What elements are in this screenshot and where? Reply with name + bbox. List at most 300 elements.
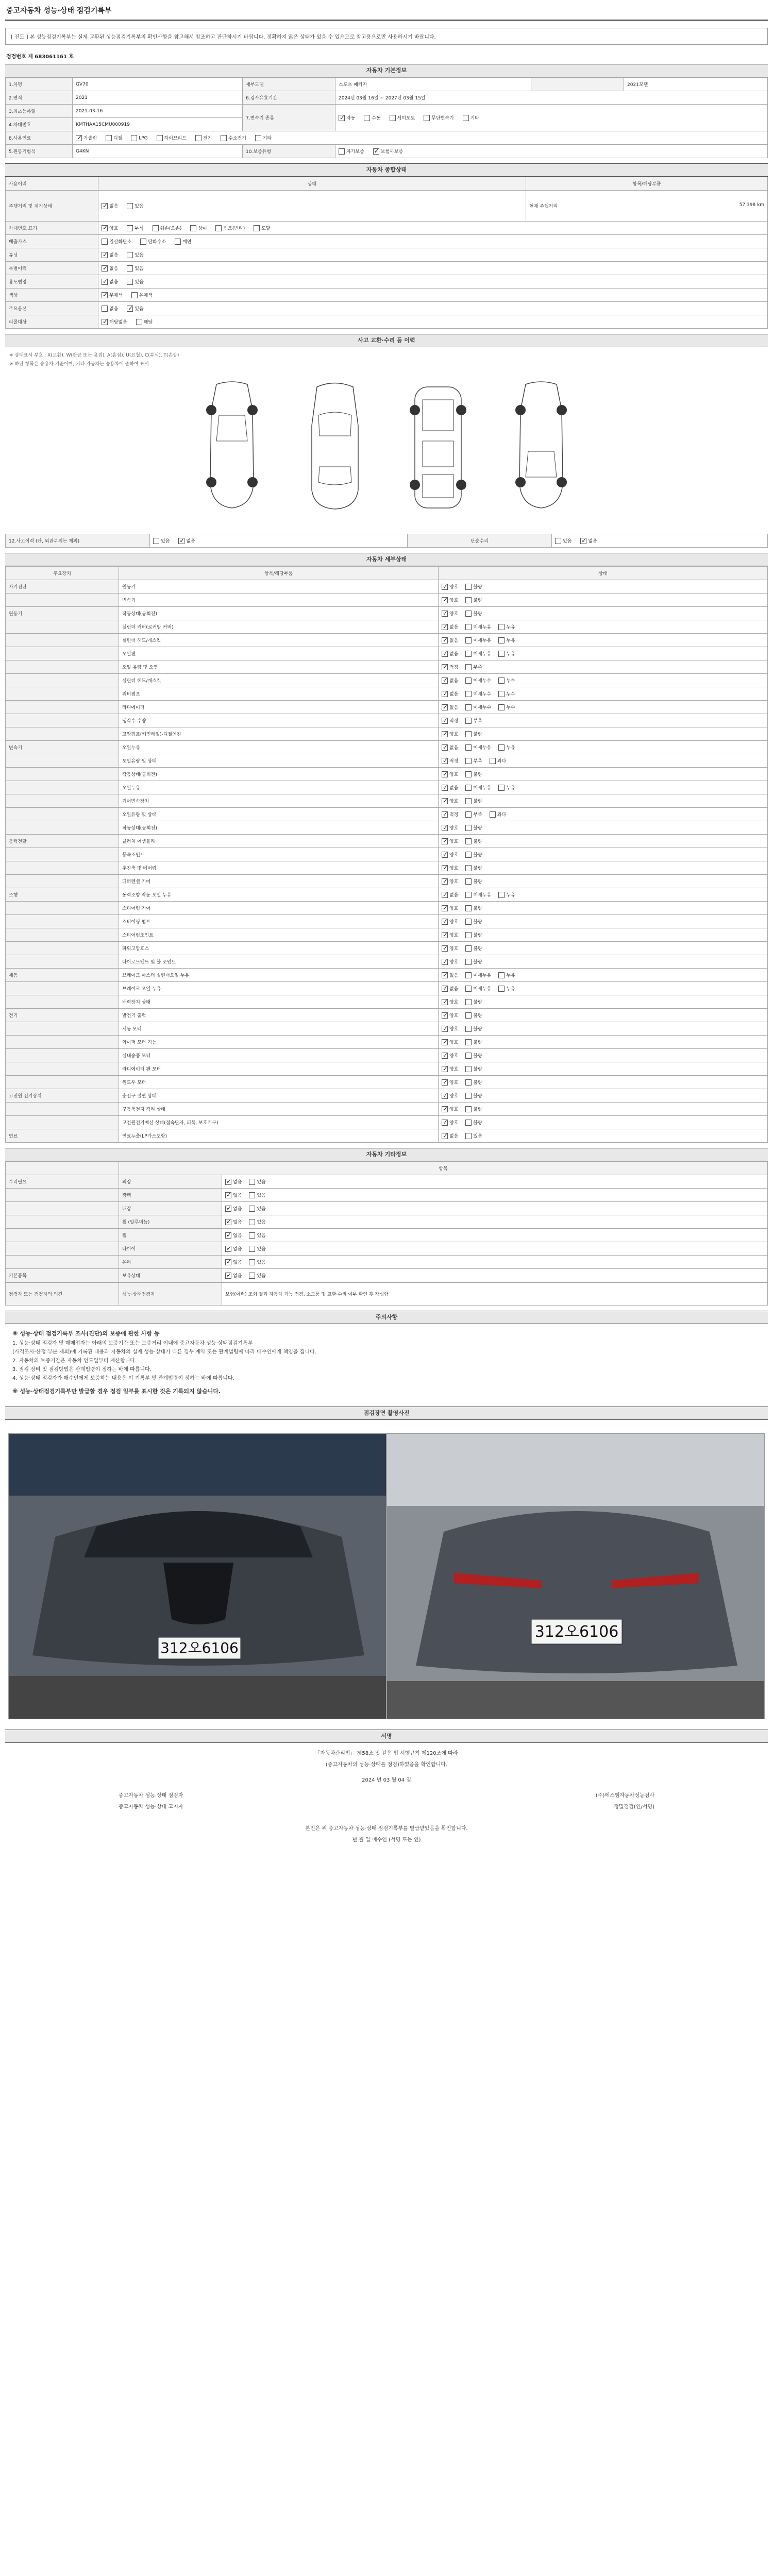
checkbox[interactable] bbox=[254, 225, 260, 231]
detail-item: 스티어링조인트 bbox=[119, 928, 439, 942]
mileage-state: ✓ 없음 있음 bbox=[98, 191, 526, 222]
detail-group bbox=[6, 701, 119, 714]
detail-state: ✓ 없음 미세누유 누유 bbox=[439, 647, 768, 660]
checkbox[interactable] bbox=[498, 637, 505, 643]
checkbox[interactable] bbox=[442, 932, 448, 938]
checkbox[interactable] bbox=[76, 135, 82, 141]
checkbox[interactable] bbox=[102, 203, 108, 209]
checkbox[interactable] bbox=[442, 892, 448, 898]
checkbox[interactable] bbox=[465, 798, 472, 804]
value-vin: KMTHAA15CMU000919 bbox=[73, 118, 243, 131]
label-recall: 리콜대상 bbox=[6, 315, 98, 329]
extra-state: ✓ 없음 있음 bbox=[222, 1215, 768, 1229]
checkbox[interactable] bbox=[498, 624, 505, 630]
cert-no-suffix: 호 bbox=[69, 54, 74, 60]
detail-state: ✓ 없음 미세누수 누수 bbox=[439, 687, 768, 701]
checkbox[interactable] bbox=[442, 718, 448, 724]
label-color: 색상 bbox=[6, 289, 98, 302]
checkbox[interactable] bbox=[465, 1133, 472, 1139]
checkbox[interactable] bbox=[424, 115, 430, 121]
detail-row bbox=[6, 580, 768, 594]
checkbox[interactable] bbox=[465, 611, 472, 617]
checkbox[interactable] bbox=[339, 148, 345, 155]
detail-group: 전기 bbox=[6, 1009, 119, 1022]
checkbox[interactable] bbox=[465, 1012, 472, 1019]
color-options: ✓ 무채색 유채색 bbox=[98, 289, 768, 302]
detail-header bbox=[5, 553, 768, 566]
detail-group bbox=[6, 768, 119, 781]
detail-row bbox=[6, 969, 768, 982]
checkbox[interactable] bbox=[249, 1219, 255, 1225]
label-special-history: 특별이력 bbox=[6, 262, 98, 275]
detail-group bbox=[6, 808, 119, 821]
checkbox[interactable] bbox=[465, 664, 472, 670]
detail-state: ✓ 없음 미세누유 누유 bbox=[439, 888, 768, 902]
detail-row bbox=[6, 861, 768, 875]
notes-line: 1. 성능·상태 점검자 및 매매업자는 아래의 보증기간 또는 보증거리 이내에 중고자동차 성능·상태점검기록부 bbox=[12, 1340, 253, 1346]
checkbox[interactable] bbox=[442, 1012, 448, 1019]
label-model-year bbox=[531, 78, 624, 91]
checkbox[interactable] bbox=[442, 624, 448, 630]
vin-marking-options: ✓ 양호 부식 훼손(오손) 상이 변조(변타) 도말 bbox=[98, 222, 768, 235]
inspector-name: (주)에스엠자동차성능검사 bbox=[595, 1793, 654, 1799]
checkbox[interactable] bbox=[127, 203, 133, 209]
detail-row bbox=[6, 875, 768, 888]
checkbox[interactable] bbox=[102, 319, 108, 325]
checkbox[interactable] bbox=[465, 838, 472, 844]
extra-group bbox=[6, 1229, 119, 1242]
checkbox[interactable] bbox=[465, 1066, 472, 1072]
checkbox[interactable] bbox=[215, 225, 222, 231]
checkbox[interactable] bbox=[249, 1192, 255, 1198]
checkbox[interactable] bbox=[498, 677, 505, 684]
extra-state: ✓ 없음 있음 bbox=[222, 1242, 768, 1256]
opinion-table bbox=[5, 1282, 768, 1306]
receipt-label: 본인은 위 중고자동차 성능·상태 점검기록부를 발급받았음을 확인합니다. bbox=[305, 1826, 468, 1832]
detail-state: ✓ 없음 미세누수 누수 bbox=[439, 674, 768, 687]
detail-group bbox=[6, 754, 119, 768]
checkbox[interactable] bbox=[153, 538, 159, 544]
detail-group bbox=[6, 942, 119, 955]
checkbox[interactable] bbox=[465, 691, 472, 697]
checkbox[interactable] bbox=[442, 959, 448, 965]
checkbox[interactable] bbox=[249, 1259, 255, 1265]
checkbox[interactable] bbox=[442, 584, 448, 590]
detail-row bbox=[6, 1076, 768, 1089]
detail-row bbox=[6, 741, 768, 754]
checkbox[interactable] bbox=[102, 252, 108, 258]
detail-state: ✓ 양호 불량 bbox=[439, 1076, 768, 1089]
accident-header bbox=[5, 334, 768, 347]
inspector-row bbox=[5, 1790, 768, 1802]
extra-state: ✓ 없음 있음 bbox=[222, 1256, 768, 1269]
detail-head-device: 주요장치 bbox=[6, 567, 119, 580]
detail-state: ✓ 양호 불량 bbox=[439, 607, 768, 620]
extra-header bbox=[5, 1148, 768, 1161]
checkbox[interactable] bbox=[465, 865, 472, 871]
checkbox[interactable] bbox=[175, 239, 181, 245]
label-vin-marking: 차대번호 표기 bbox=[6, 222, 98, 235]
checkbox[interactable] bbox=[102, 292, 108, 298]
extra-row bbox=[6, 1269, 768, 1282]
checkbox[interactable] bbox=[390, 115, 396, 121]
checkbox[interactable] bbox=[465, 677, 472, 684]
checkbox[interactable] bbox=[225, 1206, 231, 1212]
detail-group bbox=[6, 794, 119, 808]
checkbox[interactable] bbox=[249, 1232, 255, 1239]
checkbox[interactable] bbox=[442, 1079, 448, 1086]
checkbox[interactable] bbox=[465, 905, 472, 911]
checkbox[interactable] bbox=[442, 972, 448, 978]
extra-state: ✓ 없음 있음 bbox=[222, 1202, 768, 1215]
checkbox[interactable] bbox=[442, 838, 448, 844]
checkbox[interactable] bbox=[465, 959, 472, 965]
notes-line: 4. 성능·상태 점검자가 매수인에게 보증하는 내용은 이 기록부 및 관계법령이 정하는 바에 따릅니다. bbox=[12, 1375, 234, 1381]
checkbox[interactable] bbox=[490, 811, 496, 818]
checkbox[interactable] bbox=[442, 1039, 448, 1045]
checkbox[interactable] bbox=[106, 135, 112, 141]
checkbox[interactable] bbox=[373, 148, 379, 155]
status-head-usage: 사용이력 bbox=[6, 177, 98, 191]
detail-group: 동력전달 bbox=[6, 835, 119, 848]
checkbox[interactable] bbox=[442, 758, 448, 764]
extra-item: 내장 bbox=[119, 1202, 222, 1215]
detail-group bbox=[6, 647, 119, 660]
checkbox[interactable] bbox=[465, 919, 472, 925]
detail-group bbox=[6, 821, 119, 835]
detail-row bbox=[6, 1103, 768, 1116]
detail-row bbox=[6, 594, 768, 607]
checkbox[interactable] bbox=[225, 1192, 231, 1198]
detail-row bbox=[6, 1129, 768, 1143]
detail-group bbox=[6, 1103, 119, 1116]
checkbox[interactable] bbox=[249, 1246, 255, 1252]
checkbox[interactable] bbox=[465, 932, 472, 938]
detail-group: 연료 bbox=[6, 1129, 119, 1143]
extra-row bbox=[6, 1189, 768, 1202]
checkbox[interactable] bbox=[136, 319, 142, 325]
detail-group: 조향 bbox=[6, 888, 119, 902]
detail-row bbox=[6, 634, 768, 647]
checkbox[interactable] bbox=[498, 972, 505, 978]
checkbox[interactable] bbox=[442, 919, 448, 925]
mileage-value: 57,398 km bbox=[739, 202, 764, 208]
special-history-options: ✓ 없음 있음 bbox=[98, 262, 768, 275]
receipt-line: 년 월 일 매수인 (서명 또는 인) bbox=[352, 1837, 421, 1843]
detail-group bbox=[6, 928, 119, 942]
detail-item: 와이퍼 모터 기능 bbox=[119, 1036, 439, 1049]
detail-row bbox=[6, 701, 768, 714]
checkbox[interactable] bbox=[465, 825, 472, 831]
extra-state: ✓ 없음 있음 bbox=[222, 1189, 768, 1202]
detail-group bbox=[6, 915, 119, 928]
mileage-value-cell bbox=[526, 191, 768, 222]
checkbox[interactable] bbox=[465, 878, 472, 885]
checkbox[interactable] bbox=[364, 115, 370, 121]
detail-row bbox=[6, 1022, 768, 1036]
checkbox[interactable] bbox=[225, 1219, 231, 1225]
label-transmission: 7.변속기 종류 bbox=[243, 105, 335, 131]
checkbox[interactable] bbox=[465, 637, 472, 643]
checkbox[interactable] bbox=[465, 945, 472, 952]
checkbox[interactable] bbox=[225, 1273, 231, 1279]
checkbox[interactable] bbox=[127, 252, 133, 258]
detail-state: ✓ 양호 불량 bbox=[439, 942, 768, 955]
emission-options: 일산화탄소 탄화수소 매연 bbox=[98, 235, 768, 248]
photos-row bbox=[5, 1420, 768, 1724]
checkbox[interactable] bbox=[555, 538, 561, 544]
detail-item: 실린더 헤드/개스킷 bbox=[119, 674, 439, 687]
checkbox[interactable] bbox=[339, 115, 345, 121]
car-side-right-icon bbox=[505, 379, 577, 513]
notice-box: [ 진도 ] 본 성능점검기록부는 실제 교환된 성능점검기록부의 확인사항을 참고해서 참조하고 판단하시기 바랍니다. 정확하지 않은 상태가 있을 수 있으므로 참고용으로만 사용하시기 바랍니다. bbox=[5, 28, 768, 45]
detail-row bbox=[6, 808, 768, 821]
checkbox[interactable] bbox=[442, 878, 448, 885]
checkbox[interactable] bbox=[498, 986, 505, 992]
seller-name: 정밀점검(인/서명) bbox=[614, 1804, 654, 1810]
checkbox[interactable] bbox=[442, 744, 448, 751]
checkbox[interactable] bbox=[465, 1120, 472, 1126]
checkbox[interactable] bbox=[225, 1232, 231, 1239]
label-main-options: 주요옵션 bbox=[6, 302, 98, 315]
detail-group bbox=[6, 1116, 119, 1129]
detail-group: 제동 bbox=[6, 969, 119, 982]
checkbox[interactable] bbox=[465, 811, 472, 818]
detail-item: 실내송풍 모터 bbox=[119, 1049, 439, 1062]
detail-item: 변속기 bbox=[119, 594, 439, 607]
detail-item: 고전원전기배선 상태(접속단자, 피복, 보호기구) bbox=[119, 1116, 439, 1129]
extra-item: 광택 bbox=[119, 1189, 222, 1202]
checkbox[interactable] bbox=[442, 1053, 448, 1059]
checkbox[interactable] bbox=[442, 651, 448, 657]
signature-text-2: (중고자동차의 성능·상태를 점검)하였음을 확인합니다. bbox=[325, 1762, 448, 1768]
checkbox[interactable] bbox=[463, 115, 469, 121]
checkbox[interactable] bbox=[442, 704, 448, 710]
checkbox[interactable] bbox=[442, 811, 448, 818]
checkbox[interactable] bbox=[442, 798, 448, 804]
checkbox[interactable] bbox=[442, 905, 448, 911]
detail-state: ✓ 적정 부족 bbox=[439, 660, 768, 674]
detail-head-item: 항목/해당부품 bbox=[119, 567, 439, 580]
value-year: 2021 bbox=[73, 91, 243, 105]
basic-info-table bbox=[5, 77, 768, 158]
checkbox[interactable] bbox=[255, 135, 261, 141]
checkbox[interactable] bbox=[580, 538, 586, 544]
checkbox[interactable] bbox=[465, 1039, 472, 1045]
extra-row bbox=[6, 1229, 768, 1242]
checkbox[interactable] bbox=[465, 651, 472, 657]
checkbox[interactable] bbox=[465, 972, 472, 978]
detail-item: 라디에이터 팬 모터 bbox=[119, 1062, 439, 1076]
page-title: 중고자동차 성능·상태 점검기록부 bbox=[5, 0, 768, 21]
checkbox[interactable] bbox=[442, 1133, 448, 1139]
detail-state: ✓ 양호 불량 bbox=[439, 794, 768, 808]
detail-state: ✓ 양호 불량 bbox=[439, 875, 768, 888]
detail-row bbox=[6, 982, 768, 995]
checkbox[interactable] bbox=[442, 611, 448, 617]
checkbox[interactable] bbox=[127, 306, 133, 312]
checkbox[interactable] bbox=[498, 651, 505, 657]
detail-group bbox=[6, 634, 119, 647]
extra-group bbox=[6, 1189, 119, 1202]
checkbox[interactable] bbox=[442, 664, 448, 670]
checkbox[interactable] bbox=[221, 135, 227, 141]
detail-row bbox=[6, 1049, 768, 1062]
label-warranty: 10.보증유형 bbox=[243, 145, 335, 158]
accident-legend: ※ 상태표시 부호 : X(교환), W(판금 또는 용접), A(흠집), U(요철), C(부식), T(손상) bbox=[9, 353, 179, 358]
checkbox[interactable] bbox=[465, 986, 472, 992]
checkbox[interactable] bbox=[465, 1079, 472, 1086]
checkbox[interactable] bbox=[127, 225, 133, 231]
checkbox[interactable] bbox=[498, 785, 505, 791]
checkbox[interactable] bbox=[465, 704, 472, 710]
extra-group bbox=[6, 1202, 119, 1215]
checkbox[interactable] bbox=[127, 265, 133, 272]
checkbox[interactable] bbox=[442, 1120, 448, 1126]
signature-date: 2024 년 03 월 04 일 bbox=[362, 1777, 411, 1784]
checkbox[interactable] bbox=[127, 279, 133, 285]
checkbox[interactable] bbox=[195, 135, 201, 141]
checkbox[interactable] bbox=[102, 279, 108, 285]
checkbox[interactable] bbox=[225, 1179, 231, 1185]
signature-title: 서명 bbox=[381, 1733, 392, 1740]
checkbox[interactable] bbox=[465, 785, 472, 791]
checkbox[interactable] bbox=[465, 892, 472, 898]
checkbox[interactable] bbox=[465, 624, 472, 630]
detail-state: ✓ 양호 불량 bbox=[439, 821, 768, 835]
detail-state: ✓ 없음 미세누유 누유 bbox=[439, 781, 768, 794]
detail-state: ✓ 양호 불량 bbox=[439, 1089, 768, 1103]
checkbox[interactable] bbox=[442, 1106, 448, 1112]
detail-group bbox=[6, 1036, 119, 1049]
checkbox[interactable] bbox=[465, 731, 472, 737]
checkbox[interactable] bbox=[178, 538, 184, 544]
status-title: 자동차 종합상태 bbox=[366, 166, 407, 173]
checkbox[interactable] bbox=[465, 718, 472, 724]
extra-head-item: 항목 bbox=[119, 1162, 768, 1175]
detail-row bbox=[6, 1036, 768, 1049]
checkbox[interactable] bbox=[465, 999, 472, 1005]
detail-item: 스티어링 펌프 bbox=[119, 915, 439, 928]
detail-item: 브레이크 오일 누유 bbox=[119, 982, 439, 995]
checkbox[interactable] bbox=[498, 744, 505, 751]
checkbox[interactable] bbox=[498, 691, 505, 697]
detail-item: 스티어링 기어 bbox=[119, 902, 439, 915]
detail-group bbox=[6, 848, 119, 861]
checkbox[interactable] bbox=[102, 265, 108, 272]
checkbox[interactable] bbox=[465, 771, 472, 777]
extra-row bbox=[6, 1202, 768, 1215]
checkbox[interactable] bbox=[442, 865, 448, 871]
detail-group bbox=[6, 620, 119, 634]
value-inspection-period: 2024년 03월 16일 ~ 2027년 03월 15일 bbox=[335, 91, 768, 105]
detail-group bbox=[6, 674, 119, 687]
warranty-options: 자가보증 ✓ 보험사보증 bbox=[335, 145, 768, 158]
checkbox[interactable] bbox=[442, 1026, 448, 1032]
car-diagram bbox=[5, 369, 768, 534]
checkbox[interactable] bbox=[490, 758, 496, 764]
checkbox[interactable] bbox=[442, 597, 448, 603]
checkbox[interactable] bbox=[442, 986, 448, 992]
checkbox[interactable] bbox=[249, 1206, 255, 1212]
label-vin: 4.차대번호 bbox=[6, 118, 73, 131]
checkbox[interactable] bbox=[442, 999, 448, 1005]
checkbox[interactable] bbox=[498, 892, 505, 898]
checkbox[interactable] bbox=[102, 239, 108, 245]
checkbox[interactable] bbox=[442, 691, 448, 697]
extra-group: 수리필요 bbox=[6, 1175, 119, 1189]
checkbox[interactable] bbox=[442, 771, 448, 777]
checkbox[interactable] bbox=[442, 1093, 448, 1099]
checkbox[interactable] bbox=[131, 135, 137, 141]
checkbox[interactable] bbox=[465, 1026, 472, 1032]
checkbox[interactable] bbox=[465, 584, 472, 590]
checkbox[interactable] bbox=[157, 135, 163, 141]
detail-row bbox=[6, 835, 768, 848]
detail-item: 작동상태(공회전) bbox=[119, 768, 439, 781]
detail-group bbox=[6, 955, 119, 969]
checkbox[interactable] bbox=[442, 637, 448, 643]
detail-row bbox=[6, 660, 768, 674]
accident-table bbox=[5, 534, 768, 548]
checkbox[interactable] bbox=[442, 1066, 448, 1072]
checkbox[interactable] bbox=[442, 945, 448, 952]
extra-group bbox=[6, 1215, 119, 1229]
checkbox[interactable] bbox=[225, 1246, 231, 1252]
car-frame-icon bbox=[402, 379, 474, 513]
checkbox[interactable] bbox=[153, 225, 159, 231]
detail-group bbox=[6, 1062, 119, 1076]
checkbox[interactable] bbox=[465, 744, 472, 751]
detail-item: 발전기 출력 bbox=[119, 1009, 439, 1022]
detail-state: ✓ 양호 불량 bbox=[439, 1049, 768, 1062]
checkbox[interactable] bbox=[102, 306, 108, 312]
checkbox[interactable] bbox=[465, 1053, 472, 1059]
detail-item: 오일누유 bbox=[119, 741, 439, 754]
checkbox[interactable] bbox=[442, 677, 448, 684]
photos-title: 점검장면 촬영사진 bbox=[363, 1410, 410, 1417]
checkbox[interactable] bbox=[249, 1273, 255, 1279]
checkbox[interactable] bbox=[465, 852, 472, 858]
detail-state: ✓ 적정 부족 과다 bbox=[439, 808, 768, 821]
detail-state: ✓ 양호 불량 bbox=[439, 1022, 768, 1036]
checkbox[interactable] bbox=[442, 825, 448, 831]
checkbox[interactable] bbox=[140, 239, 146, 245]
checkbox[interactable] bbox=[442, 852, 448, 858]
checkbox[interactable] bbox=[465, 597, 472, 603]
checkbox[interactable] bbox=[190, 225, 196, 231]
checkbox[interactable] bbox=[442, 785, 448, 791]
checkbox[interactable] bbox=[442, 731, 448, 737]
label-emission: 배출가스 bbox=[6, 235, 98, 248]
detail-row bbox=[6, 794, 768, 808]
detail-state: ✓ 양호 불량 bbox=[439, 1103, 768, 1116]
detail-state: ✓ 양호 불량 bbox=[439, 1116, 768, 1129]
checkbox[interactable] bbox=[498, 704, 505, 710]
extra-state: ✓ 없음 있음 bbox=[222, 1269, 768, 1282]
value-first-registration: 2021-03-16 bbox=[73, 105, 243, 118]
detail-table bbox=[5, 566, 768, 1143]
extra-row bbox=[6, 1175, 768, 1189]
checkbox[interactable] bbox=[465, 1106, 472, 1112]
checkbox[interactable] bbox=[131, 292, 138, 298]
checkbox[interactable] bbox=[465, 758, 472, 764]
checkbox[interactable] bbox=[249, 1179, 255, 1185]
checkbox[interactable] bbox=[465, 1093, 472, 1099]
detail-state: ✓ 없음 미세누유 누유 bbox=[439, 634, 768, 647]
checkbox[interactable] bbox=[225, 1259, 231, 1265]
checkbox[interactable] bbox=[102, 225, 108, 231]
